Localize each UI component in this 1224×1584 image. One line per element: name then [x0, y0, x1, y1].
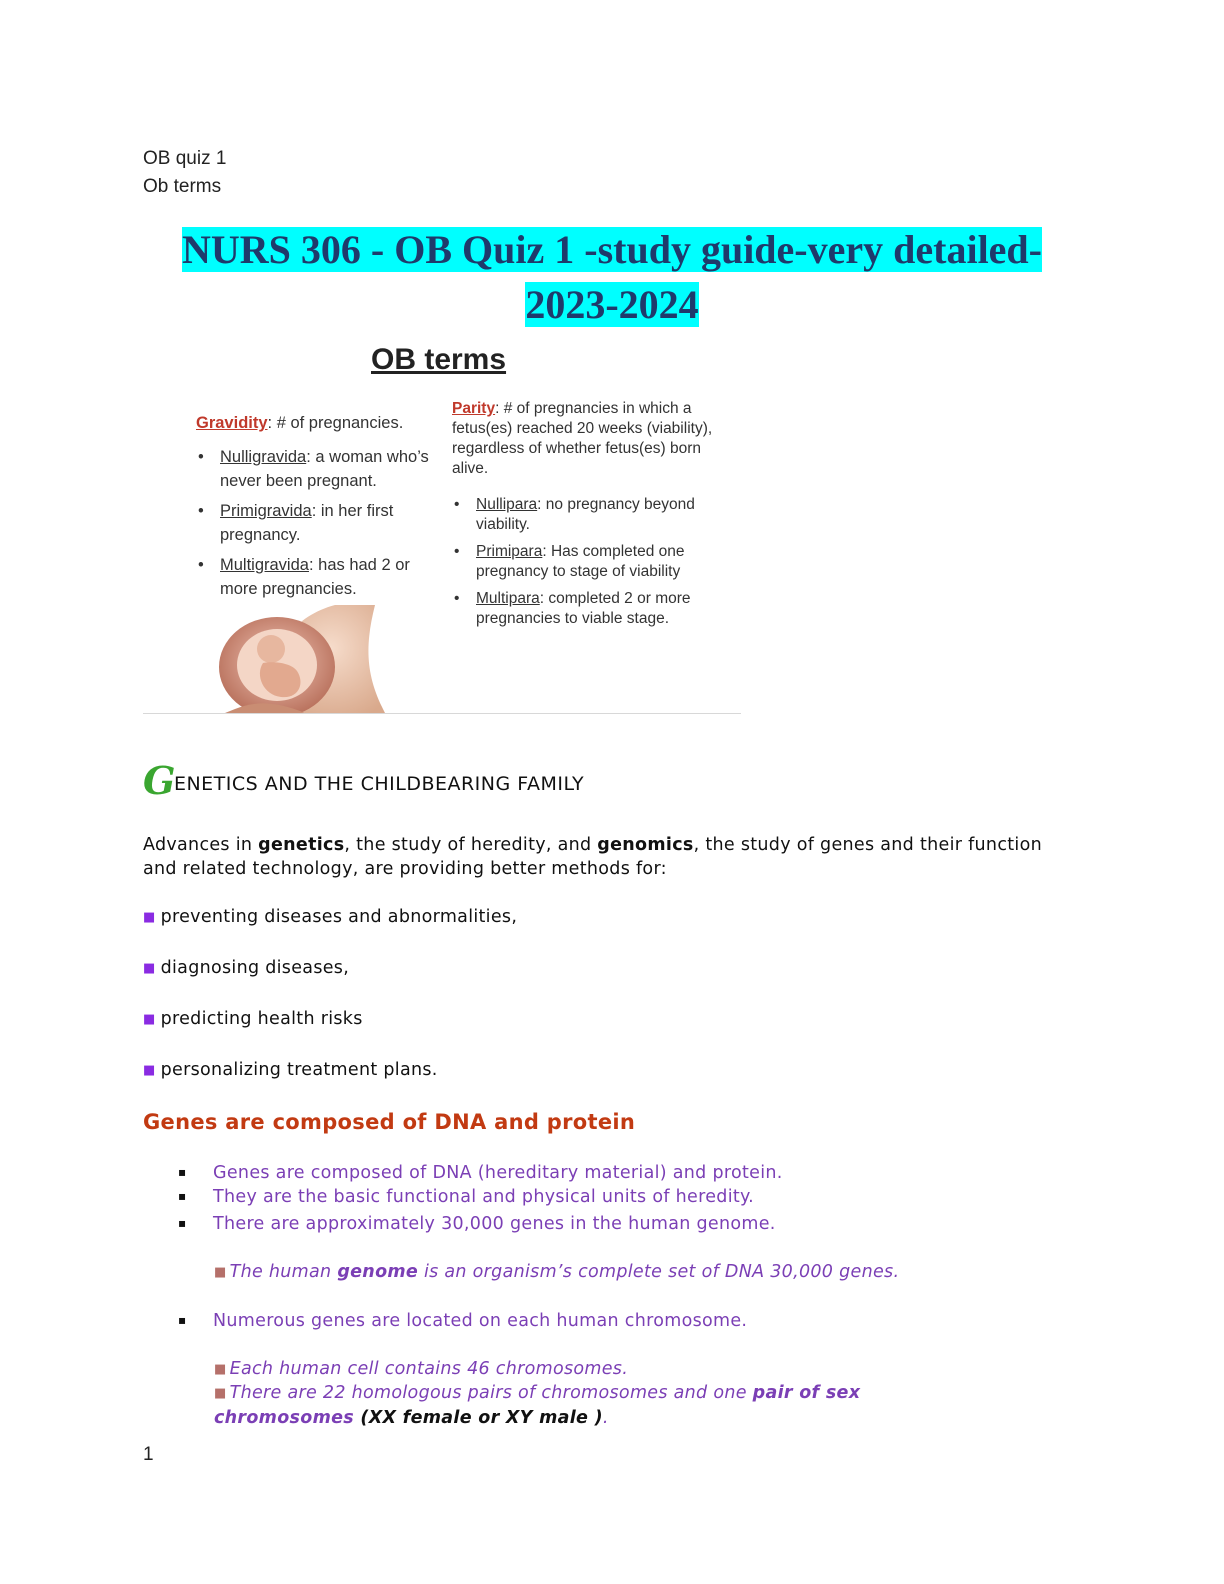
parity-definition: Parity: # of pregnancies in which a fetus(es) reached 20 weeks (viability), regardless of whether fetus(es) born alive. [452, 400, 713, 477]
parity-item: • Primipara: Has completed one pregnancy to stage of viability [452, 542, 732, 582]
genetics-term: genetics [258, 835, 345, 855]
parity-column [452, 399, 732, 629]
parity-item: • Nullipara: no pregnancy beyond viability. [452, 495, 732, 535]
title-line-1: NURS 306 - OB Quiz 1 -study guide-very detailed- [182, 227, 1042, 272]
genes-subpoint: ■ The human genome is an organism’s complete set of DNA 30,000 genes. [214, 1262, 900, 1282]
genes-section-heading: Genes are composed of DNA and protein [143, 1110, 636, 1134]
gravidity-item: • Primigravida: in her first pregnancy. [196, 499, 436, 547]
ob-terms-slide [143, 333, 741, 714]
genes-subpoint: ■ There are 22 homologous pairs of chromosomes and one pair of sex chromosomes (XX female or XY male ). [214, 1383, 861, 1428]
genes-point: ▪ Genes are composed of DNA (hereditary material) and protein. [178, 1163, 783, 1183]
bullet-square-icon: ■ [143, 910, 156, 925]
genetics-heading-initial: G [143, 758, 176, 803]
header-line-1: OB quiz 1 [143, 148, 227, 169]
bullet-square-icon: ■ [214, 1265, 227, 1280]
bullet-icon: ▪ [178, 1216, 187, 1230]
title-line-2: 2023-2024 [525, 282, 699, 327]
bullet-square-icon: ■ [143, 961, 156, 976]
bullet-icon: ▪ [178, 1165, 187, 1179]
gravidity-term: Gravidity [196, 414, 268, 432]
bullet-square-icon: ■ [143, 1063, 156, 1078]
page-number: 1 [143, 1444, 154, 1465]
gravidity-column [196, 411, 436, 601]
genetics-heading [143, 758, 584, 803]
header-line-2: Ob terms [143, 176, 222, 197]
slide-title: OB terms [371, 343, 507, 376]
method-item: ■ preventing diseases and abnormalities, [143, 907, 518, 927]
bullet-square-icon: ■ [214, 1386, 227, 1401]
gravidity-item: • Multigravida: has had 2 or more pregnancies. [196, 553, 436, 601]
parity-term: Parity [452, 400, 496, 417]
sex-chromosomes-term: pair of sex [752, 1383, 861, 1403]
pregnant-womb-illustration [215, 605, 395, 713]
method-item: ■ personalizing treatment plans. [143, 1060, 438, 1080]
genes-point: ▪ Numerous genes are located on each human chromosome. [178, 1311, 748, 1331]
bullet-icon: ▪ [178, 1189, 187, 1203]
gravidity-definition: Gravidity: # of pregnancies. [196, 414, 404, 432]
genomics-term: genomics [597, 835, 694, 855]
genetics-heading-text: ENETICS AND THE CHILDBEARING FAMILY [173, 773, 585, 795]
bullet-square-icon: ■ [214, 1362, 227, 1377]
bullet-icon: ▪ [178, 1313, 187, 1327]
gravidity-item: • Nulligravida: a woman who’s never been pregnant. [196, 445, 436, 493]
document-title [60, 222, 1164, 332]
genetics-intro-paragraph: Advances in genetics, the study of heredity, and genomics, the study of genes and their function and related technology, are providing better methods for: [143, 835, 1042, 879]
parity-item: • Multipara: completed 2 or more pregnancies to viable stage. [452, 589, 732, 629]
genes-point: ▪ They are the basic functional and physical units of heredity. [178, 1187, 755, 1207]
genes-point: ▪ There are approximately 30,000 genes in the human genome. [178, 1214, 776, 1234]
bullet-square-icon: ■ [143, 1012, 156, 1027]
method-item: ■ predicting health risks [143, 1009, 363, 1029]
genome-term: genome [337, 1262, 419, 1282]
method-item: ■ diagnosing diseases, [143, 958, 350, 978]
genes-subpoint: ■ Each human cell contains 46 chromosomes. [214, 1359, 629, 1379]
